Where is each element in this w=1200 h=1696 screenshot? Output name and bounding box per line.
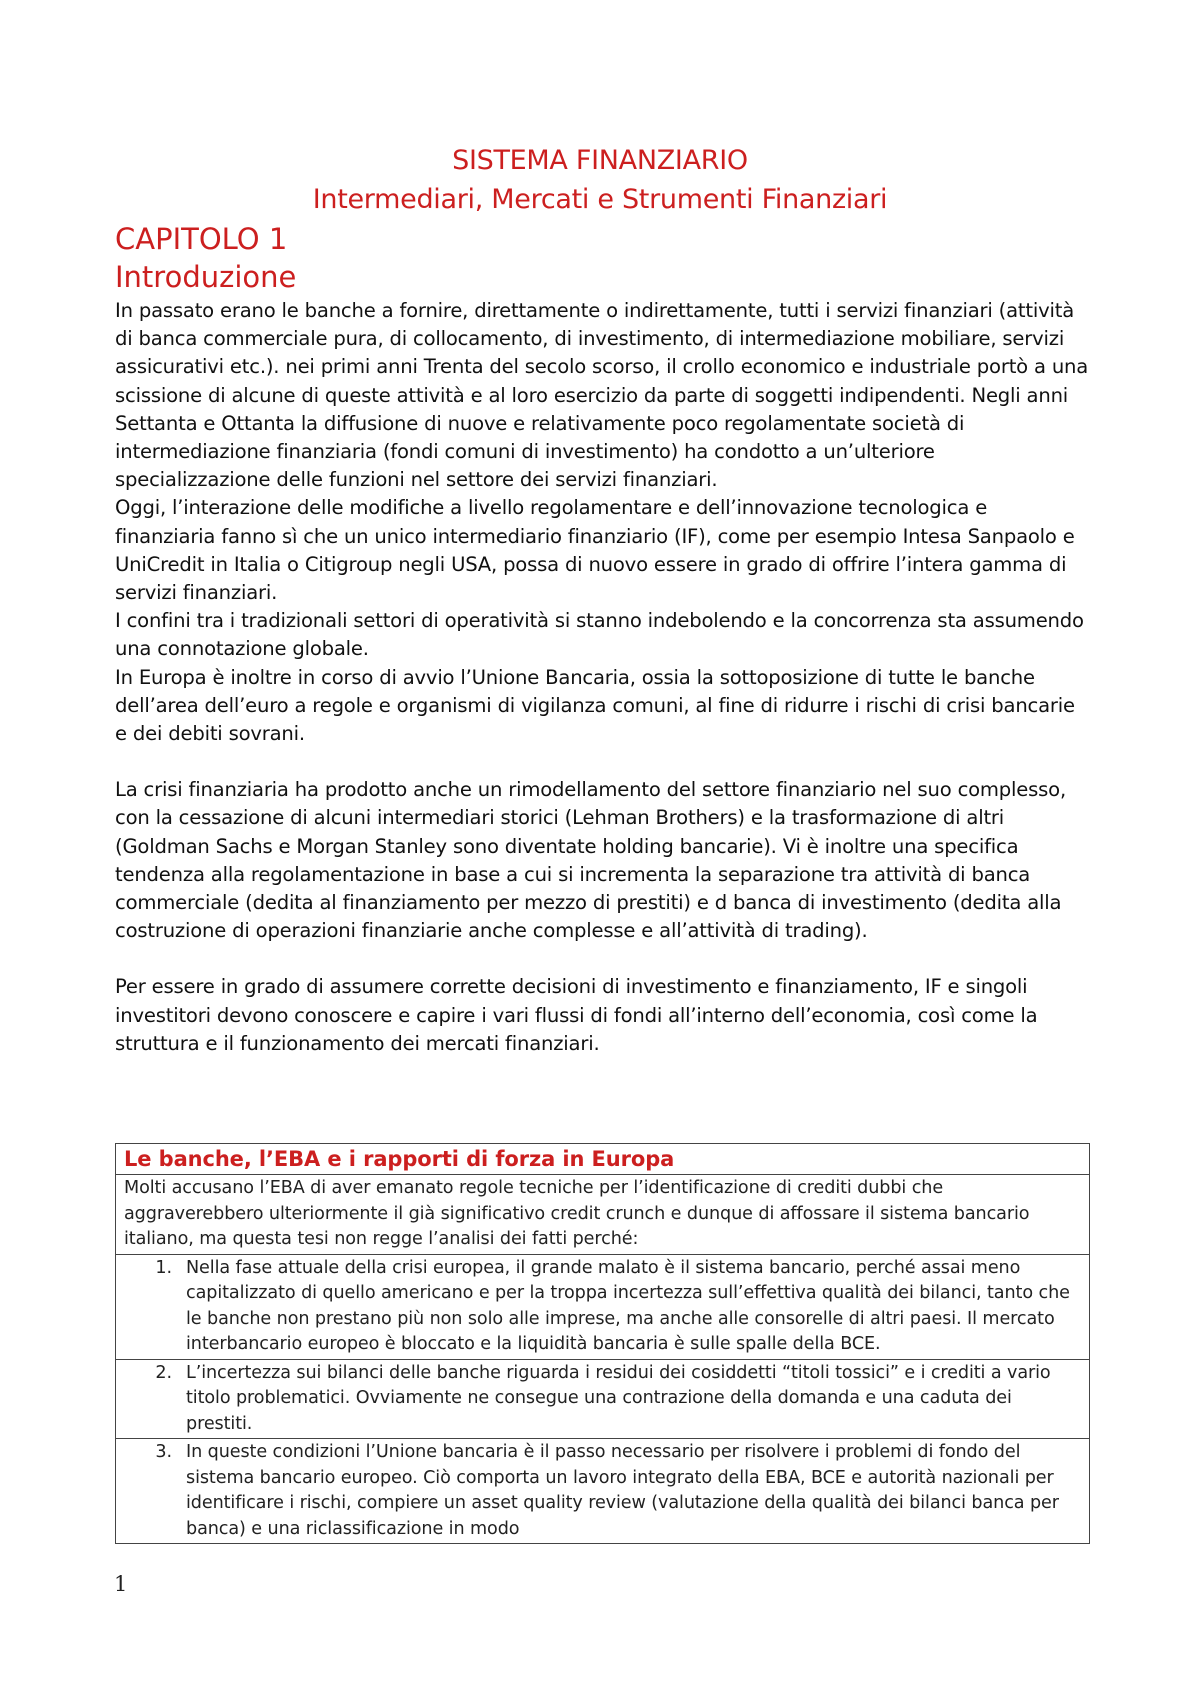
document-title: SISTEMA FINANZIARIO — [452, 145, 748, 176]
table-row — [116, 1359, 1090, 1439]
paragraph: I confini tra i tradizionali settori di operatività si stanno indebolendo e la concorrenza sta assumendo una connotazione globale. — [115, 609, 1084, 661]
info-box-title: Le banche, l’EBA e i rapporti di forza in Europa — [116, 1144, 1090, 1175]
info-box — [115, 1143, 1090, 1544]
chapter-heading: CAPITOLO 1 — [115, 222, 288, 256]
list-item-number: 1. — [155, 1257, 172, 1278]
list-item-number: 3. — [155, 1442, 172, 1462]
section-heading: Introduzione — [115, 260, 297, 294]
paragraph: La crisi finanziaria ha prodotto anche un rimodellamento del settore finanziario nel suo complesso, con la cessazione di alcuni intermediari storici (Lehman Brothers) e la trasformazione di altri (Goldman Sachs e Morgan Stanley sono diventate holding bancarie). Vi è inoltre una specifica tendenza alla regolamentazione in base a cui si incrementa la separazione tra attività di banca commerciale (dedita al finanziamento per mezzo di prestiti) e d banca di investimento (dedita alla costruzione di operazioni finanziarie anche complesse e all’attività di trading). — [115, 778, 1066, 943]
list-item — [116, 1254, 1090, 1359]
body-text — [115, 297, 1090, 1058]
paragraph: Per essere in grado di assumere corrette decisioni di investimento e finanziamento, IF e singoli investitori devono conoscere e capire i vari flussi di fondi all’interno dell’economia, così come la struttura e il funzionamento dei mercati finanziari. — [115, 975, 1038, 1055]
document-subtitle: Intermediari, Mercati e Strumenti Finanziari — [312, 184, 888, 215]
table-row — [116, 1439, 1090, 1544]
list-item-number: 2. — [155, 1362, 172, 1383]
list-item-text: In queste condizioni l’Unione bancaria è il passo necessario per risolvere i problemi di fondo del sistema bancario europeo. Ciò comporta un lavoro integrato della EBA, BCE e autorità nazionali per identificare i rischi, compiere un asset quality review (valutazione della qualità dei bilanci banca per banca) e una riclassificazione in modo — [186, 1442, 1059, 1539]
table-row — [116, 1254, 1090, 1359]
info-box-intro: Molti accusano l’EBA di aver emanato regole tecniche per l’identificazione di crediti dubbi che aggraverebbero ulteriormente il già significativo credit crunch e dunque di affossare il sistema bancario italiano, ma questa tesi non regge l’analisi dei fatti perché: — [116, 1175, 1090, 1255]
info-box-intro-row — [116, 1175, 1090, 1255]
page-number: 1 — [114, 1572, 128, 1596]
list-item-text: L’incertezza sui bilanci delle banche riguarda i residui dei cosiddetti “titoli tossici” e i crediti a vario titolo problematici. Ovviamente ne consegue una contrazione della domanda e una caduta dei prestiti. — [186, 1362, 1051, 1434]
list-item — [116, 1359, 1090, 1439]
paragraph: In Europa è inoltre in corso di avvio l’Unione Bancaria, ossia la sottoposizione di tutte le banche dell’area dell’euro a regole e organismi di vigilanza comuni, al fine di ridurre i rischi di crisi bancarie e dei debiti sovrani. — [115, 665, 1075, 746]
info-box-title-row — [116, 1144, 1090, 1175]
paragraph: Oggi, l’interazione delle modifiche a livello regolamentare e dell’innovazione tecnologica e finanziaria fanno sì che un unico intermediario finanziario (IF), come per esempio Intesa Sanpaolo e UniCredit in Italia o Citigroup negli USA, possa di nuovo essere in grado di offrire l’intera gamma di servizi finanziari. — [115, 496, 1075, 605]
list-item-text: Nella fase attuale della crisi europea, il grande malato è il sistema bancario, perché assai meno capitalizzato di quello americano e per la troppa incertezza sull’effettiva qualità dei bilanci, tanto che le banche non prestano più non solo alle imprese, ma anche alle consorelle di altri paesi. Il mercato interbancario europeo è bloccato e la liquidità bancaria è sulle spalle della BCE. — [186, 1257, 1070, 1354]
paragraph: In passato erano le banche a fornire, direttamente o indirettamente, tutti i servizi finanziari (attività di banca commerciale pura, di collocamento, di investimento, di intermediazione mobiliare, servizi assicurativi etc.). nei primi anni Trenta del secolo scorso, il crollo economico e industriale portò a una scissione di alcune di queste attività e al loro esercizio da parte di soggetti indipendenti. Negli anni Settanta e Ottanta la diffusione di nuove e relativamente poco regolamentate società di intermediazione finanziaria (fondi comuni di investimento) ha condotto a un’ulteriore specializzazione delle funzioni nel settore dei servizi finanziari. — [115, 299, 1089, 492]
list-item — [116, 1439, 1090, 1544]
